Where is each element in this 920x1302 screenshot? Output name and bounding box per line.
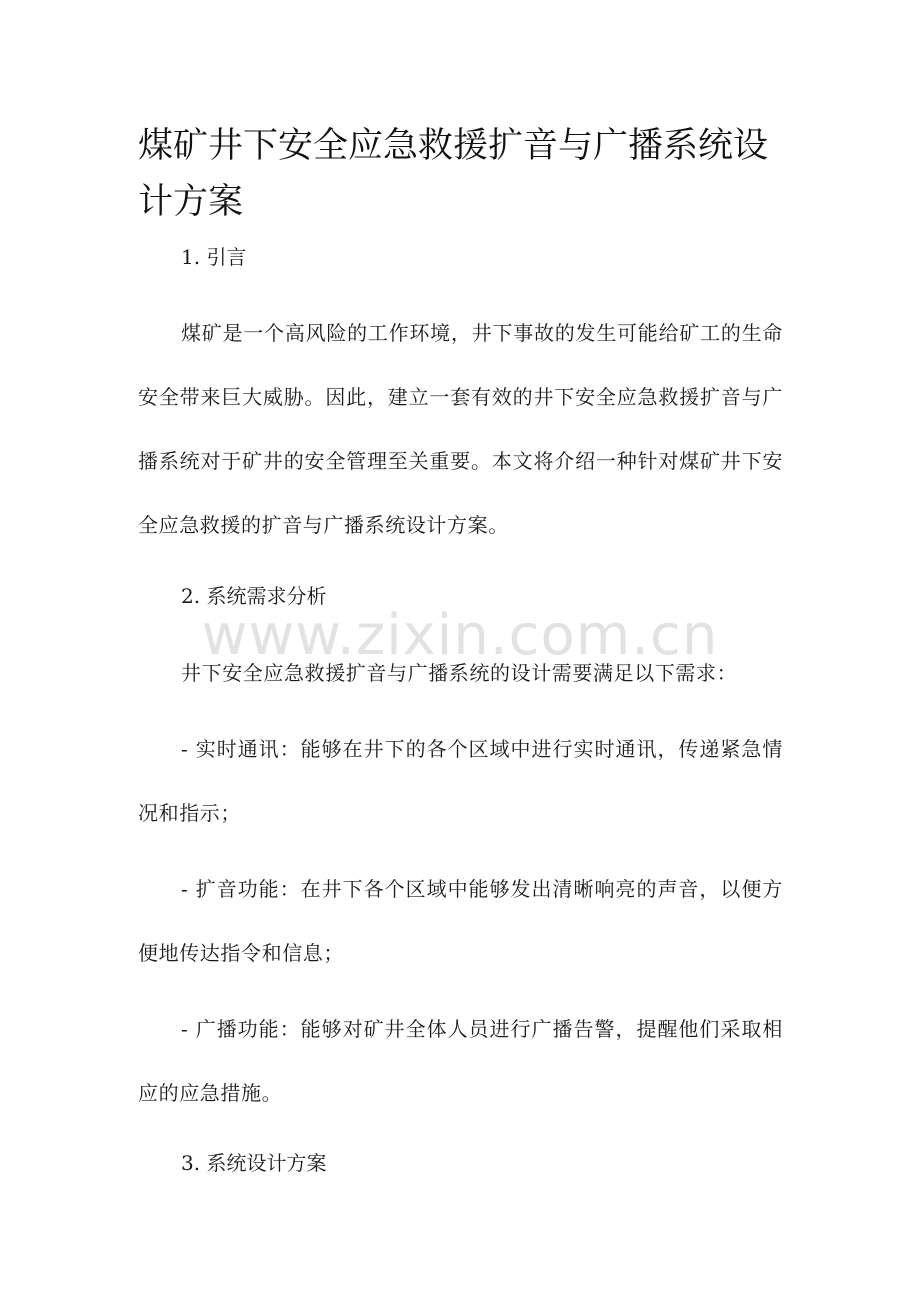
list-item-amplification: - 扩音功能：在井下各个区域中能够发出清晰响亮的声音，以便方便地传达指令和信息； bbox=[138, 877, 783, 965]
list-item-realtime-communication: - 实时通讯：能够在井下的各个区域中进行实时通讯，传递紧急情况和指示； bbox=[138, 737, 783, 825]
section-heading-requirements: 2. 系统需求分析 bbox=[181, 584, 327, 608]
paragraph-requirements-intro: 井下安全应急救援扩音与广播系统的设计需要满足以下需求： bbox=[181, 661, 738, 685]
paragraph-introduction: 煤矿是一个高风险的工作环境，井下事故的发生可能给矿工的生命安全带来巨大威胁。因此，建立一套有效的井下安全应急救援扩音与广播系统对于矿井的安全管理至关重要。本文将介绍一种针对煤矿井下安全应急救援的扩音与广播系统设计方案。 bbox=[138, 321, 783, 537]
list-item-broadcast: - 广播功能：能够对矿井全体人员进行广播告警，提醒他们采取相应的应急措施。 bbox=[138, 1017, 783, 1105]
section-heading-design: 3. 系统设计方案 bbox=[181, 1151, 327, 1175]
section-heading-introduction: 1. 引言 bbox=[181, 245, 247, 269]
document-title: 煤矿井下安全应急救援扩音与广播系统设计方案 bbox=[138, 126, 769, 222]
watermark: www.zixin.com.cn bbox=[201, 603, 719, 668]
